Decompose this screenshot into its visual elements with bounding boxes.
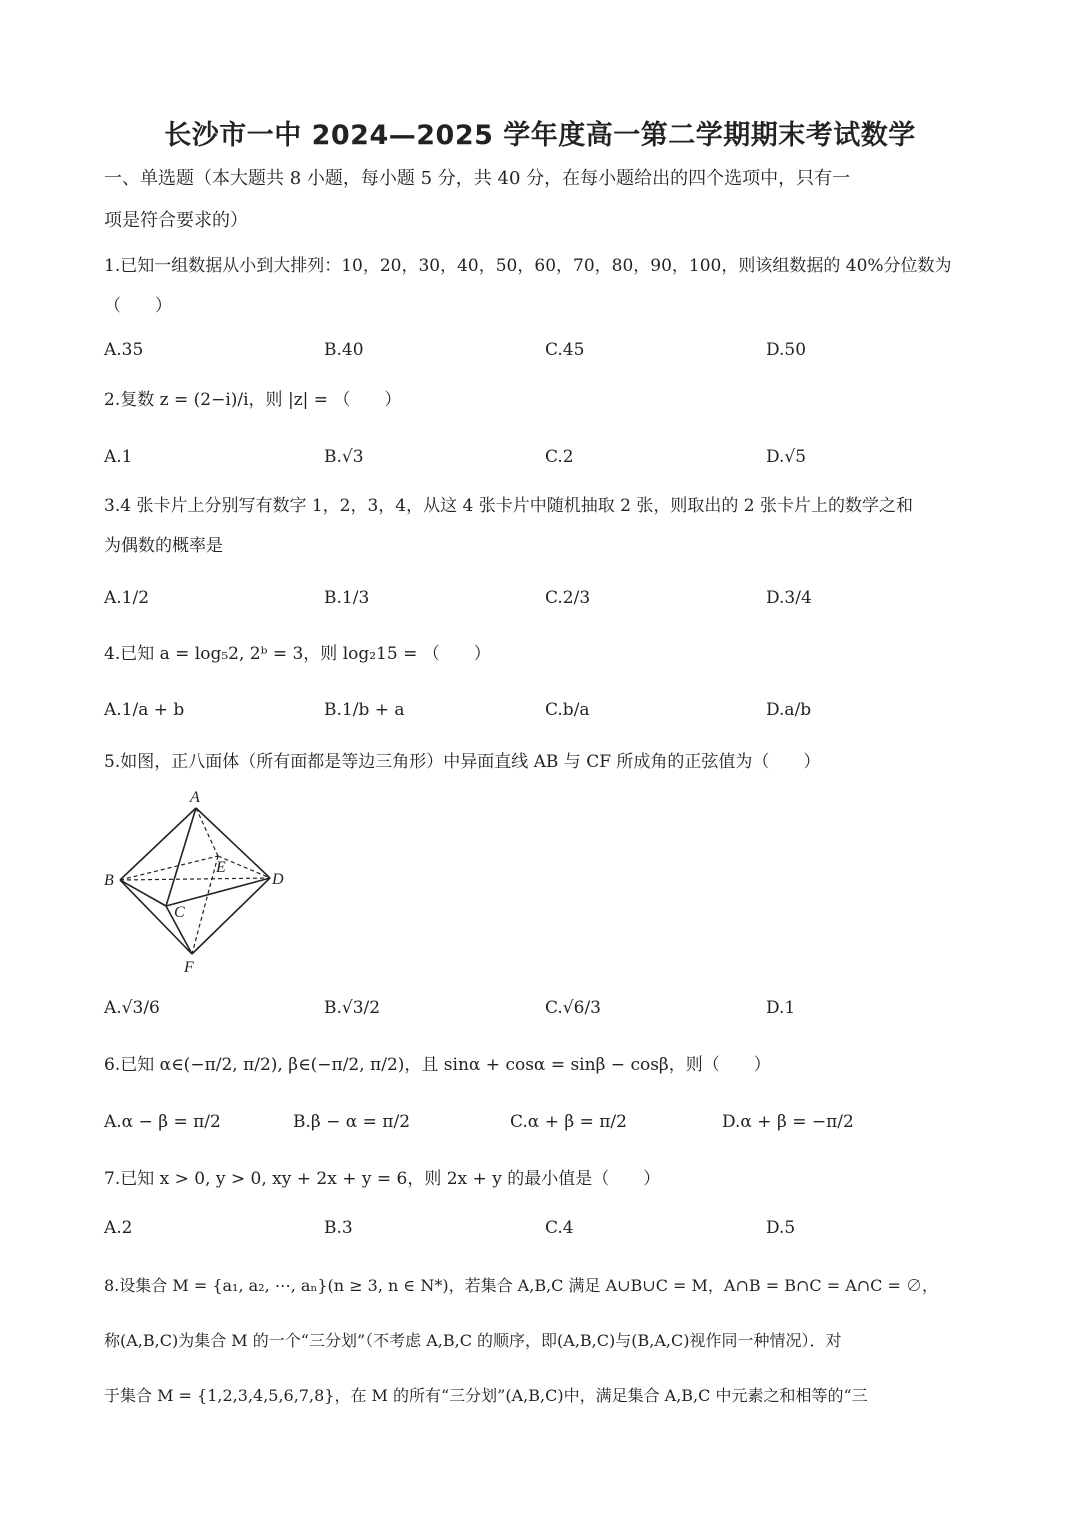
vertex-label-b: B <box>104 872 114 889</box>
question-3-line2: 为偶数的概率是 <box>104 536 223 556</box>
question-6-stem: 6.已知 α∈(−π/2, π/2), β∈(−π/2, π/2)，且 sinα + cosα = sinβ − cosβ，则（ ） <box>104 1055 771 1075</box>
option-d: D.a/b <box>766 700 812 720</box>
edge-bc <box>120 880 166 906</box>
edge-ad <box>196 808 270 878</box>
question-5-stem: 5.如图，正八面体（所有面都是等边三角形）中异面直线 AB 与 CF 所成角的正弦值为（ ） <box>104 752 821 772</box>
section-heading-line2: 项是符合要求的） <box>104 210 248 231</box>
option-b: B.β − α = π/2 <box>293 1112 411 1132</box>
question-1-stem <box>104 246 984 326</box>
option-c: C.4 <box>545 1218 574 1238</box>
question-5-options <box>104 998 984 1038</box>
option-c: C.b/a <box>545 700 590 720</box>
question-7-stem: 7.已知 x > 0, y > 0, xy + 2x + y = 6，则 2x + y 的最小值是（ ） <box>104 1169 661 1189</box>
option-b: B.40 <box>324 340 364 360</box>
edge-cd <box>166 878 270 906</box>
question-8-line2: 称(A,B,C)为集合 M 的一个“三分划”（不考虑 A,B,C 的顺序，即(A,B,C)与(B,A,C)视作同一种情况）．对 <box>104 1331 842 1350</box>
option-a: A.√3/6 <box>104 998 160 1018</box>
question-1-options <box>104 340 984 380</box>
option-b: B.√3 <box>324 447 364 467</box>
question-2-options <box>104 447 984 487</box>
option-a: A.α − β = π/2 <box>104 1112 221 1132</box>
question-1-line1: 1.已知一组数据从小到大排列：10，20，30，40，50，60，70，80，90，100，则该组数据的 40%分位数为 <box>104 256 952 276</box>
option-d: D.3/4 <box>766 588 812 608</box>
question-4-options <box>104 700 984 740</box>
option-a: A.1 <box>104 447 133 467</box>
section-heading-line1: 一、单选题（本大题共 8 小题，每小题 5 分，共 40 分，在每小题给出的四个选项中，只有一 <box>104 168 851 189</box>
question-8-line1: 8.设集合 M = {a₁, a₂, ⋯, aₙ}(n ≥ 3, n ∈ N*)，若集合 A,B,C 满足 A∪B∪C = M，A∩B = B∩C = A∩C = ∅， <box>104 1276 938 1295</box>
option-b: B.1/3 <box>324 588 370 608</box>
section-heading <box>104 158 984 242</box>
vertex-label-d: D <box>272 871 284 888</box>
question-1-line2: （ ） <box>104 296 172 316</box>
option-a: A.35 <box>104 340 144 360</box>
option-d: D.√5 <box>766 447 807 467</box>
option-d: D.α + β = −π/2 <box>722 1112 854 1132</box>
option-d: D.5 <box>766 1218 796 1238</box>
option-d: D.50 <box>766 340 807 360</box>
option-c: C.2/3 <box>545 588 591 608</box>
vertex-label-e: E <box>216 859 226 876</box>
question-8-line3: 于集合 M = {1,2,3,4,5,6,7,8}，在 M 的所有“三分划”(A,B,C)中，满足集合 A,B,C 中元素之和相等的“三 <box>104 1386 868 1405</box>
diagonal-bd <box>120 878 270 880</box>
question-3-line1: 3.4 张卡片上分别写有数字 1，2，3，4，从这 4 张卡片中随机抽取 2 张，则取出的 2 张卡片上的数学之和 <box>104 496 913 516</box>
edge-ef <box>192 856 218 954</box>
option-b: B.1/b + a <box>324 700 405 720</box>
option-b: B.3 <box>324 1218 353 1238</box>
question-7-options <box>104 1218 984 1258</box>
question-8-stem <box>104 1258 984 1423</box>
question-6-options <box>104 1112 984 1152</box>
exam-title: 长沙市一中 2024—2025 学年度高一第二学期期末考试数学 <box>164 120 916 151</box>
edge-ae <box>196 808 218 856</box>
edge-be <box>120 856 218 880</box>
option-c: C.2 <box>545 447 574 467</box>
edge-ed <box>218 856 270 878</box>
option-c: C.√6/3 <box>545 998 601 1018</box>
option-a: A.2 <box>104 1218 133 1238</box>
edge-df <box>192 878 270 954</box>
option-c: C.45 <box>545 340 585 360</box>
vertex-label-f: F <box>184 959 194 976</box>
question-4-stem: 4.已知 a = log₅2, 2ᵇ = 3，则 log₂15 = （ ） <box>104 644 491 664</box>
question-3-stem <box>104 486 984 566</box>
vertex-label-c: C <box>174 904 185 921</box>
option-a: A.1/2 <box>104 588 150 608</box>
option-b: B.√3/2 <box>324 998 381 1018</box>
vertex-label-a: A <box>190 789 200 806</box>
option-d: D.1 <box>766 998 796 1018</box>
question-3-options <box>104 588 984 628</box>
octahedron-figure <box>100 786 300 976</box>
option-a: A.1/a + b <box>104 700 185 720</box>
option-c: C.α + β = π/2 <box>510 1112 627 1132</box>
question-2-stem: 2.复数 z = (2−i)/i，则 |z| = （ ） <box>104 390 402 410</box>
